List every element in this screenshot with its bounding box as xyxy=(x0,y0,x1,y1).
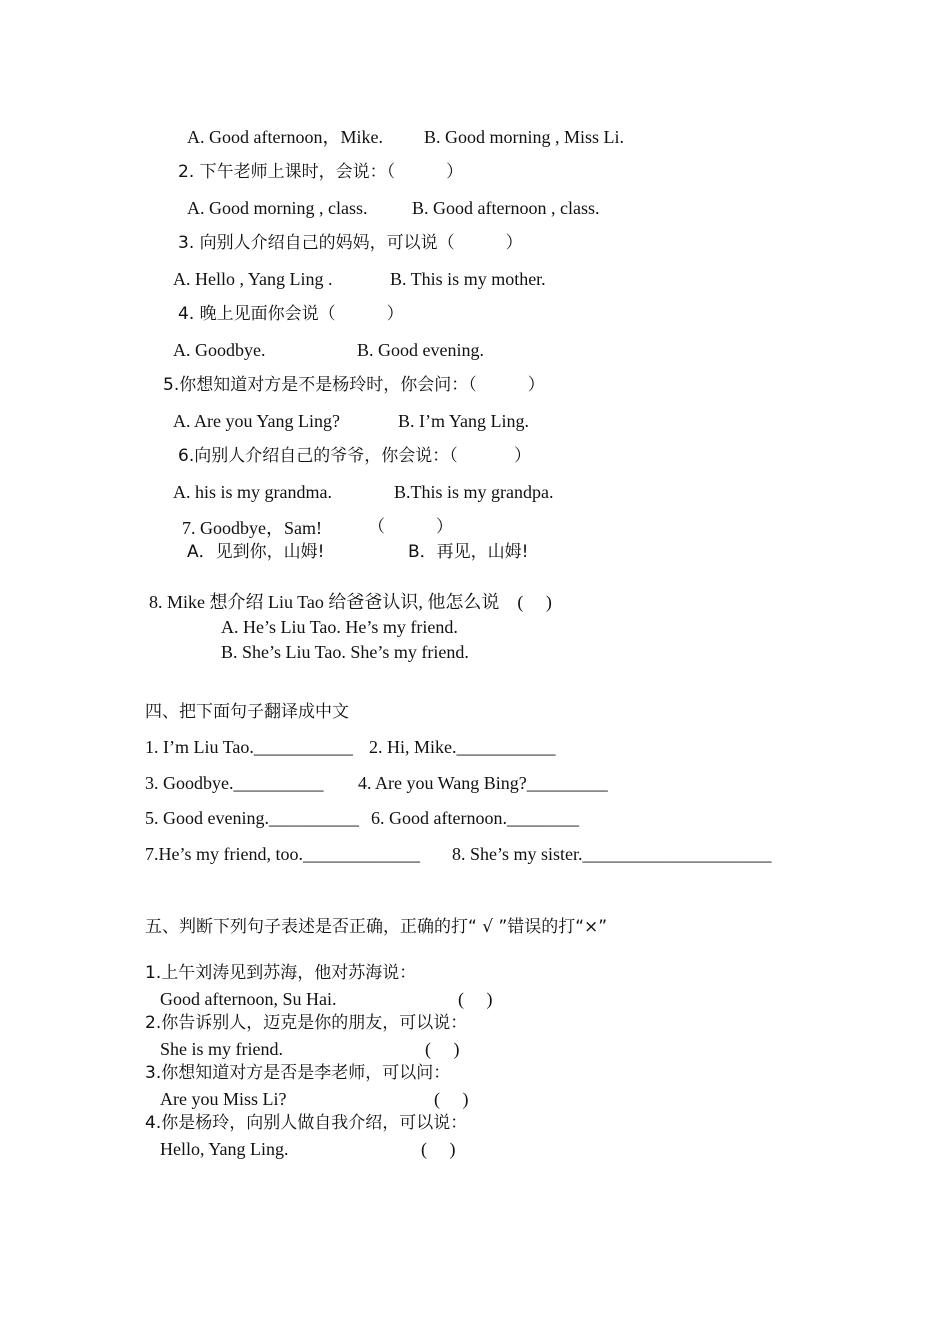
q7-option-a: A．见到你，山姆! xyxy=(187,542,325,562)
q1-option-b: B. Good morning , Miss Li. xyxy=(424,127,625,147)
section5-title: 五、判断下列句子表述是否正确，正确的打“ √ ”错误的打“×” xyxy=(145,917,608,937)
judge-item-1-paren: ( ) xyxy=(458,989,493,1009)
q1-option-a: A. Good afternoon，Mike. xyxy=(187,127,383,147)
q7-answer-paren: （ ） xyxy=(368,517,453,537)
q6-option-b: B.This is my grandpa. xyxy=(394,482,554,502)
judge-item-4-prompt: 4.你是杨玲，向别人做自我介绍，可以说： xyxy=(145,1113,468,1133)
q8-option-b: B. She’s Liu Tao. She’s my friend. xyxy=(221,642,469,662)
q3-stem: 3. 向别人介绍自己的妈妈，可以说（ ） xyxy=(178,233,523,253)
judge-item-1-sentence: Good afternoon, Su Hai. xyxy=(160,989,337,1009)
section4-title: 四、把下面句子翻译成中文 xyxy=(145,702,349,722)
q4-option-b: B. Good evening. xyxy=(357,340,484,360)
translate-item-7: 7.He’s my friend, too._____________ xyxy=(145,844,420,864)
q7-stem: 7. Goodbye，Sam! xyxy=(182,518,322,538)
translate-item-5: 5. Good evening.__________ xyxy=(145,808,359,828)
q6-stem: 6.向别人介绍自己的爷爷，你会说：（ ） xyxy=(178,446,532,466)
q6-option-a: A. his is my grandma. xyxy=(173,482,332,502)
q2-stem: 2. 下午老师上课时，会说：（ ） xyxy=(178,162,464,182)
q2-option-a: A. Good morning , class. xyxy=(187,198,368,218)
translate-item-3: 3. Goodbye.__________ xyxy=(145,773,324,793)
judge-item-2-sentence: She is my friend. xyxy=(160,1039,283,1059)
judge-item-2-paren: ( ) xyxy=(425,1039,460,1059)
translate-item-4: 4. Are you Wang Bing?_________ xyxy=(358,773,608,793)
judge-item-3-sentence: Are you Miss Li? xyxy=(160,1089,287,1109)
q3-option-a: A. Hello , Yang Ling . xyxy=(173,269,333,289)
q8-option-a: A. He’s Liu Tao. He’s my friend. xyxy=(221,617,458,637)
q7-option-b: B．再见，山姆! xyxy=(408,542,529,562)
judge-item-3-prompt: 3.你想知道对方是否是李老师，可以问： xyxy=(145,1063,451,1083)
judge-item-4-paren: ( ) xyxy=(421,1139,456,1159)
q3-option-b: B. This is my mother. xyxy=(390,269,546,289)
q8-stem: 8. Mike 想介绍 Liu Tao 给爸爸认识, 他怎么说 ( ) xyxy=(149,592,552,612)
translate-item-2: 2. Hi, Mike.___________ xyxy=(369,737,556,757)
translate-item-8: 8. She’s my sister._____________________ xyxy=(452,844,772,864)
q5-option-b: B. I’m Yang Ling. xyxy=(398,411,530,431)
q4-stem: 4. 晚上见面你会说（ ） xyxy=(178,304,404,324)
judge-item-2-prompt: 2.你告诉别人，迈克是你的朋友，可以说： xyxy=(145,1013,468,1033)
judge-item-3-paren: ( ) xyxy=(434,1089,469,1109)
q5-option-a: A. Are you Yang Ling? xyxy=(173,411,340,431)
q5-stem: 5.你想知道对方是不是杨玲时，你会问：（ ） xyxy=(163,375,545,395)
q2-option-b: B. Good afternoon , class. xyxy=(412,198,600,218)
translate-item-1: 1. I’m Liu Tao.___________ xyxy=(145,737,353,757)
translate-item-6: 6. Good afternoon.________ xyxy=(371,808,579,828)
judge-item-1-prompt: 1.上午刘涛见到苏海，他对苏海说： xyxy=(145,963,417,983)
q4-option-a: A. Goodbye. xyxy=(173,340,266,360)
judge-item-4-sentence: Hello, Yang Ling. xyxy=(160,1139,289,1159)
